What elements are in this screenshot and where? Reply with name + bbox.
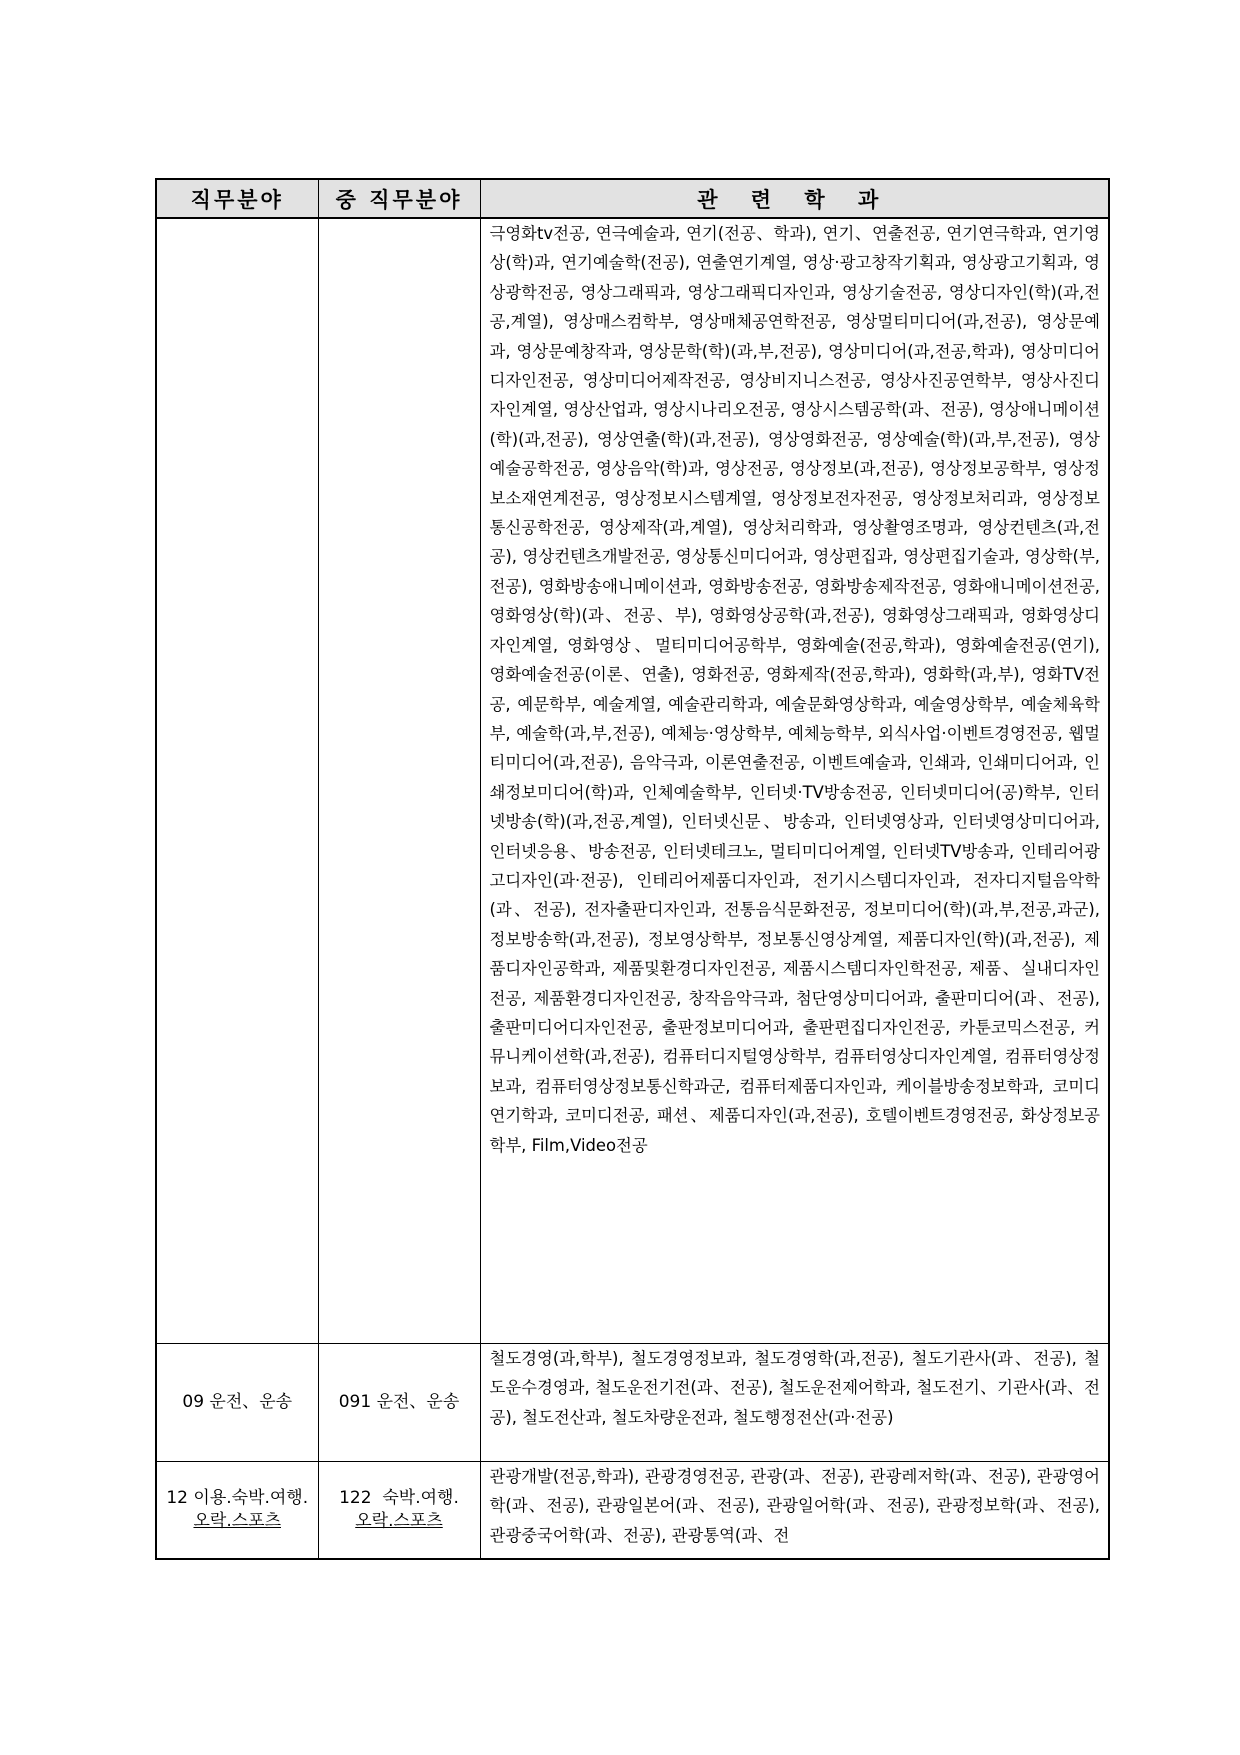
sub-job-field-cell <box>318 218 480 1344</box>
sub-job-field-line-2: 오락.스포츠 <box>355 1511 443 1531</box>
related-departments-cell: 관광개발(전공,학과), 관광경영전공, 관광(과、전공), 관광레저학(과、전공), 관광영어학(과、전공), 관광일본어(과、전공), 관광일어학(과、전공), 관광정보학(과、전공), 관광중국어학(과、전공), 관광통역(과、전 <box>480 1462 1109 1560</box>
table-row <box>156 1462 1109 1560</box>
job-field-line-1: 12 이용.숙박.여행. <box>166 1488 309 1508</box>
header-job-field: 직무분야 <box>156 179 318 218</box>
related-departments-cell: 철도경영(과,학부), 철도경영정보과, 철도경영학(과,전공), 철도기관사(과、전공), 철도운수경영과, 철도운전기전(과、전공), 철도운전제어학과, 철도전기、기관사(과、전공), 철도전산과, 철도차량운전과, 철도행정전산(과·전공) <box>480 1344 1109 1462</box>
header-sub-job-field: 중 직무분야 <box>318 179 480 218</box>
job-field-cell <box>156 218 318 1344</box>
header-related-departments: 관 련 학 과 <box>480 179 1109 218</box>
sub-job-field-line-1: 122 숙박.여행. <box>339 1488 459 1508</box>
table-header <box>156 179 1109 218</box>
department-table <box>155 178 1110 1560</box>
sub-job-field-cell <box>318 1462 480 1560</box>
related-departments-cell: 극영화tv전공, 연극예술과, 연기(전공、학과), 연기、연출전공, 연기연극학과, 연기영상(학)과, 연기예술학(전공), 연출연기계열, 영상·광고창작기획과, 영상광고기획과, 영상광학전공, 영상그래픽과, 영상그래픽디자인과, 영상기술전공, 영상디자인(학)(과,전공,계열), 영상매스컴학부, 영상매체공연학전공, 영상멀티미디어(과,전공), 영상문예과, 영상문예창작과, 영상문학(학)(과,부,전공), 영상미디어(과,전공,학과), 영상미디어디자인전공, 영상미디어제작전공, 영상비지니스전공, 영상사진공연학부, 영상사진디자인계열, 영상산업과, 영상시나리오전공, 영상시스템공학(과、전공), 영상애니메이션(학)(과,전공), 영상연출(학)(과,전공), 영상영화전공, 영상예술(학)(과,부,전공), 영상예술공학전공, 영상음악(학)과, 영상전공, 영상정보(과,전공), 영상정보공학부, 영상정보소재연계전공, 영상정보시스템계열, 영상정보전자전공, 영상정보처리과, 영상정보통신공학전공, 영상제작(과,계열), 영상처리학과, 영상촬영조명과, 영상컨텐츠(과,전공), 영상컨텐츠개발전공, 영상통신미디어과, 영상편집과, 영상편집기술과, 영상학(부,전공), 영화방송애니메이션과, 영화방송전공, 영화방송제작전공, 영화애니메이션전공, 영화영상(학)(과、전공、부), 영화영상공학(과,전공), 영화영상그래픽과, 영화영상디자인계열, 영화영상、멀티미디어공학부, 영화예술(전공,학과), 영화예술전공(연기), 영화예술전공(이론、연출), 영화전공, 영화제작(전공,학과), 영화학(과,부), 영화TV전공, 예문학부, 예술계열, 예술관리학과, 예술문화영상학과, 예술영상학부, 예술체육학부, 예술학(과,부,전공), 예체능·영상학부, 예체능학부, 외식사업·이벤트경영전공, 웹멀티미디어(과,전공), 음악극과, 이론연출전공, 이벤트예술과, 인쇄과, 인쇄미디어과, 인쇄정보미디어(학)과, 인체예술학부, 인터넷·TV방송전공, 인터넷미디어(공)학부, 인터넷방송(학)(과,전공,계열), 인터넷신문、방송과, 인터넷영상과, 인터넷영상미디어과, 인터넷응용、방송전공, 인터넷테크노, 멀티미디어계열, 인터넷TV방송과, 인테리어광고디자인(과·전공), 인테리어제품디자인과, 전기시스템디자인과, 전자디지털음악학(과、전공), 전자출판디자인과, 전통음식문화전공, 정보미디어(학)(과,부,전공,과군), 정보방송학(과,전공), 정보영상학부, 정보통신영상계열, 제품디자인(학)(과,전공), 제품디자인공학과, 제품및환경디자인전공, 제품시스템디자인학전공, 제품、실내디자인전공, 제품환경디자인전공, 창작음악극과, 첨단영상미디어과, 출판미디어(과、전공), 출판미디어디자인전공, 출판정보미디어과, 출판편집디자인전공, 카툰코믹스전공, 커뮤니케이션학(과,전공), 컴퓨터디지털영상학부, 컴퓨터영상디자인계열, 컴퓨터영상정보과, 컴퓨터영상정보통신학과군, 컴퓨터제품디자인과, 케이블방송정보학과, 코미디연기학과, 코미디전공, 패션、제품디자인(과,전공), 호텔이벤트경영전공, 화상정보공학부, Film,Video전공 <box>480 218 1109 1344</box>
job-field-cell <box>156 1462 318 1560</box>
job-field-cell: 09 운전、운송 <box>156 1344 318 1462</box>
job-field-line-2: 오락.스포츠 <box>193 1511 281 1531</box>
table-row <box>156 1344 1109 1462</box>
header-row <box>156 179 1109 218</box>
table-row <box>156 218 1109 1344</box>
sub-job-field-cell: 091 운전、운송 <box>318 1344 480 1462</box>
